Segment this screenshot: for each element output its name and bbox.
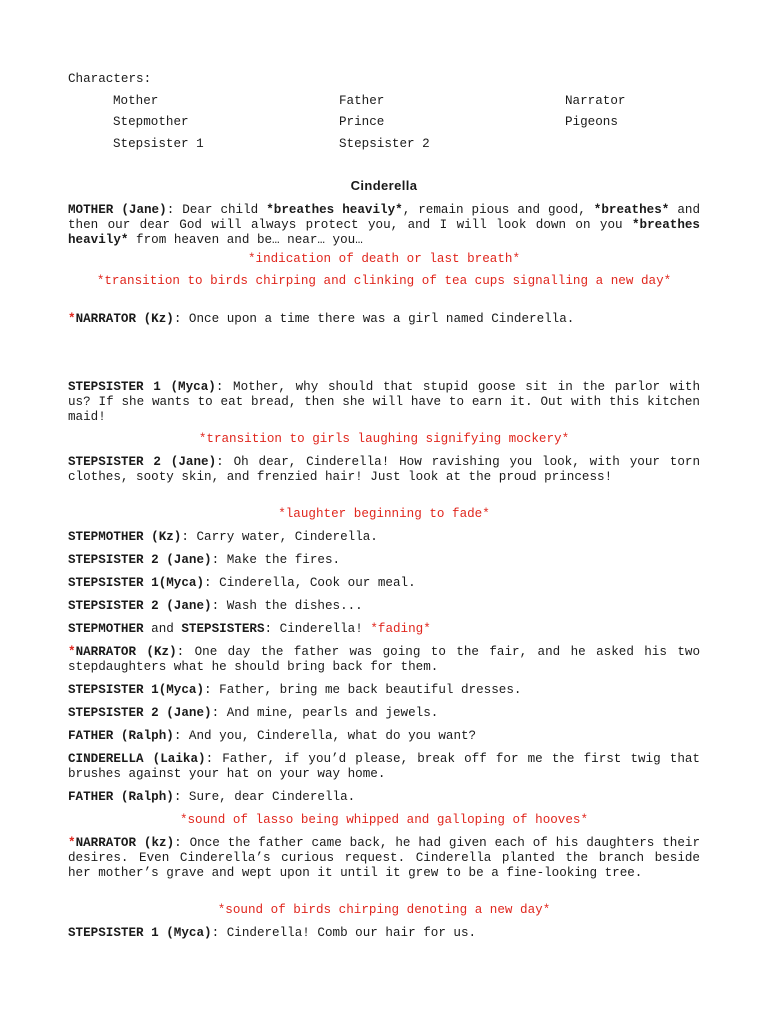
- dialogue-line: CINDERELLA (Laika): Father, if you’d please, break off for me the first twig that brushes against your hat on your way home.: [68, 752, 700, 781]
- speaker-name: MOTHER (Jane): [68, 203, 167, 217]
- stage-direction: *indication of death or last breath*: [247, 252, 521, 266]
- speaker-name: STEPSISTER 2 (Jane): [68, 706, 212, 720]
- stage-direction: *sound of lasso being whipped and galloping of hooves*: [179, 813, 589, 827]
- speaker-name: STEPSISTER 1 (Myca): [68, 926, 212, 940]
- character-name: Mother: [113, 94, 159, 108]
- character-name: Stepsister 1: [113, 137, 204, 151]
- speaker-name: STEPMOTHER (Kz): [68, 530, 182, 544]
- stage-direction: *sound of birds chirping denoting a new day*: [217, 903, 551, 917]
- stage-cue: *breathes heavily*: [266, 203, 403, 217]
- speaker-name: STEPSISTER 1(Myca): [68, 683, 205, 697]
- stage-direction: *transition to girls laughing signifying mockery*: [198, 432, 570, 446]
- stage-direction: *laughter beginning to fade*: [278, 507, 490, 521]
- dialogue-line: STEPSISTER 2 (Jane): Oh dear, Cinderella! How ravishing you look, with your torn clothes, sooty skin, and frenzied hair! Just look at the proud princess!: [68, 455, 701, 484]
- speaker-name: STEPSISTER 2 (Jane): [68, 455, 217, 469]
- characters-label: Characters:: [68, 72, 152, 86]
- character-name: Narrator: [565, 94, 626, 108]
- dialogue-line: STEPSISTER 1(Myca): Father, bring me back beautiful dresses.: [68, 683, 522, 697]
- speaker-name: STEPSISTER 2 (Jane): [68, 553, 212, 567]
- dialogue-line: MOTHER (Jane): Dear child *breathes heavily*, remain pious and good, *breathes* and then our dear God will always protect you, and I will look down on you *breathes heavily* from heaven and be… near… you…: [68, 203, 701, 247]
- dialogue-line: FATHER (Ralph): Sure, dear Cinderella.: [68, 790, 356, 804]
- character-name: Stepmother: [113, 115, 189, 129]
- dialogue-line: FATHER (Ralph): And you, Cinderella, what do you want?: [68, 729, 477, 743]
- speaker-name: STEPSISTER 1 (Myca): [68, 380, 216, 394]
- dialogue-line: STEPSISTER 1 (Myca): Cinderella! Comb our hair for us.: [68, 926, 477, 940]
- dialogue-line: STEPSISTER 1(Myca): Cinderella, Cook our meal.: [68, 576, 416, 590]
- speaker-name: FATHER (Ralph): [68, 729, 174, 743]
- character-name: Stepsister 2: [339, 137, 430, 151]
- speaker-name: STEPSISTER 2 (Jane): [68, 599, 212, 613]
- character-name: Father: [339, 94, 385, 108]
- dialogue-line: STEPSISTER 2 (Jane): Make the fires.: [68, 553, 341, 567]
- stage-cue: *breathes*: [593, 203, 670, 217]
- dialogue-line: STEPMOTHER and STEPSISTERS: Cinderella! *fading*: [68, 622, 431, 636]
- speaker-name: STEPMOTHER: [68, 622, 144, 636]
- dialogue-line: STEPSISTER 2 (Jane): Wash the dishes...: [68, 599, 363, 613]
- script-title: Cinderella: [350, 178, 418, 193]
- speaker-name: STEPSISTERS: [181, 622, 265, 636]
- dialogue-line: *NARRATOR (Kz): One day the father was going to the fair, and he asked his two stepdaughters what he should bring back for them.: [68, 645, 701, 674]
- dialogue-line: *NARRATOR (Kz): Once upon a time there was a girl named Cinderella.: [68, 312, 575, 326]
- speaker-name: NARRATOR (kz): [75, 836, 175, 850]
- dialogue-line: STEPMOTHER (Kz): Carry water, Cinderella.: [68, 530, 378, 544]
- speaker-name: FATHER (Ralph): [68, 790, 174, 804]
- speaker-name: NARRATOR (Kz): [75, 645, 177, 659]
- dialogue-line: STEPSISTER 2 (Jane): And mine, pearls and jewels.: [68, 706, 439, 720]
- dialogue-line: *NARRATOR (kz): Once the father came back, he had given each of his daughters their desires. Even Cinderella’s curious request. Cinderella planted the branch beside her mother’s grave and wept upon it until it grew to be a fine-looking tree.: [68, 836, 701, 880]
- character-row: [0, 115, 768, 131]
- speaker-name: NARRATOR (Kz): [75, 312, 174, 326]
- stage-cue: *breathes heavily*: [68, 218, 700, 247]
- speaker-name: CINDERELLA (Laika): [68, 752, 206, 766]
- character-row: [0, 94, 768, 110]
- character-name: Prince: [339, 115, 385, 129]
- speaker-name: STEPSISTER 1(Myca): [68, 576, 205, 590]
- stage-direction-inline: *fading*: [370, 622, 431, 636]
- stage-direction: *transition to birds chirping and clinking of tea cups signalling a new day*: [96, 274, 672, 288]
- character-name: Pigeons: [565, 115, 618, 129]
- dialogue-line: STEPSISTER 1 (Myca): Mother, why should that stupid goose sit in the parlor with us? If she wants to eat bread, then she will have to earn it. Out with this kitchen maid!: [68, 380, 700, 424]
- character-row: [0, 137, 768, 153]
